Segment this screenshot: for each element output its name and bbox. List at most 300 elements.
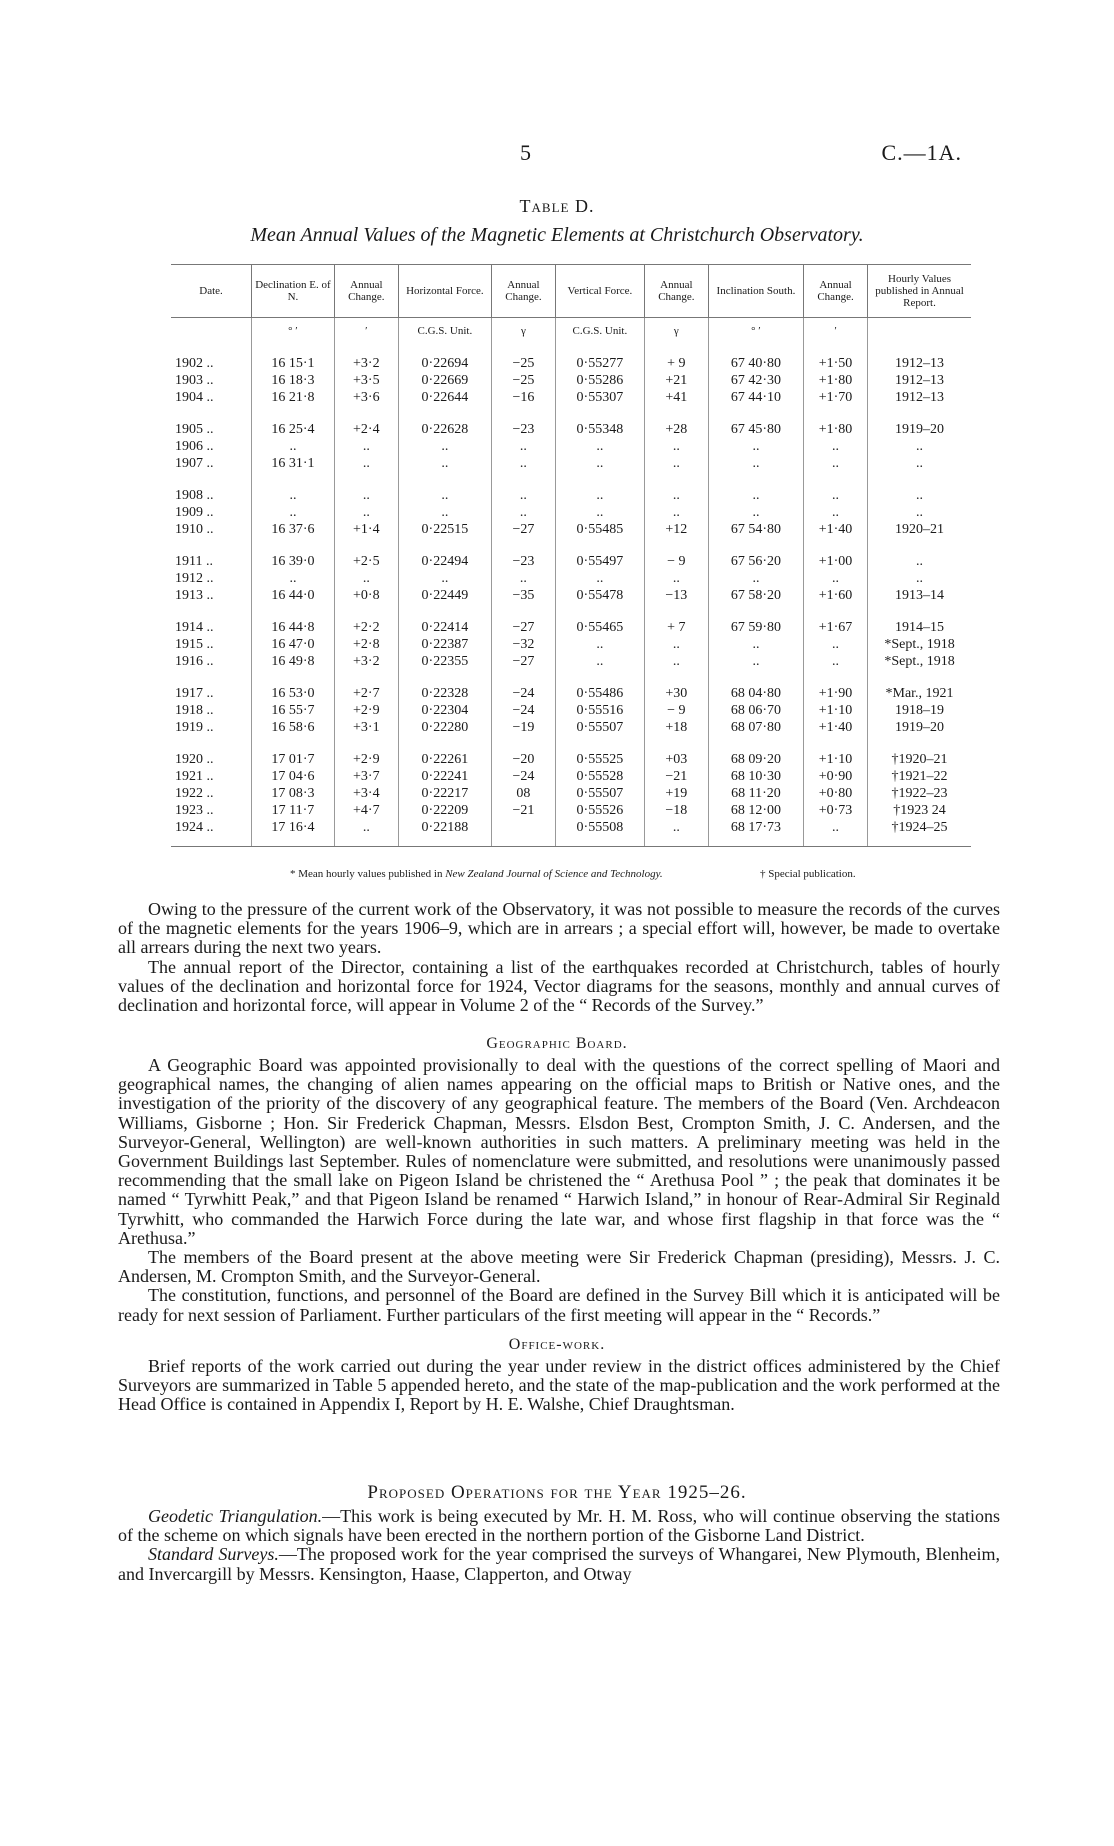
year-cell: 1917 ..: [171, 685, 252, 702]
table-cell: 0·55508: [555, 819, 644, 836]
spacer-cell: [708, 406, 803, 421]
table-cell: −27: [491, 521, 555, 538]
spacer-cell: [868, 670, 971, 685]
spacer-cell: [644, 836, 708, 847]
table-cell: ..: [491, 570, 555, 587]
table-cell: 0·22628: [398, 421, 491, 438]
table-cell: ..: [334, 438, 398, 455]
column-header: Annual Change.: [803, 265, 867, 318]
table-cell: 67 54·80: [708, 521, 803, 538]
table-cell: ..: [916, 439, 924, 454]
spacer-cell: [868, 472, 971, 487]
spacer-cell: [803, 472, 867, 487]
table-cell: + 7: [644, 619, 708, 636]
table-cell: +2·9: [334, 702, 398, 719]
table-row: [171, 653, 971, 670]
table-cell: 0·55497: [555, 553, 644, 570]
table-cell: 0·22217: [398, 785, 491, 802]
table-cell: ..: [644, 819, 708, 836]
table-cell: 17 01·7: [252, 751, 335, 768]
column-header: Annual Change.: [491, 265, 555, 318]
spacer-cell: [708, 472, 803, 487]
geographic-board-section: [118, 1056, 1000, 1325]
table-cell: −23: [491, 553, 555, 570]
table-cell: −20: [491, 751, 555, 768]
table-cell: 0·55465: [555, 619, 644, 636]
table-cell: 16 37·6: [252, 521, 335, 538]
spacer-cell: [555, 604, 644, 619]
table-cell: +0·8: [334, 587, 398, 604]
table-header-row: [171, 265, 971, 318]
spacer-cell: [334, 472, 398, 487]
column-header: Annual Change.: [334, 265, 398, 318]
table-cell: ..: [334, 504, 398, 521]
table-cell: 16 44·8: [252, 619, 335, 636]
table-cell: †1923 24: [893, 803, 946, 818]
table-cell: 1912–13: [895, 390, 945, 405]
table-cell: 17 08·3: [252, 785, 335, 802]
table-cell: 16 31·1: [252, 455, 335, 472]
spacer-cell: [171, 670, 252, 685]
table-cell: 16 25·4: [252, 421, 335, 438]
table-cell: ..: [491, 438, 555, 455]
table-cell: 0·55485: [555, 521, 644, 538]
spacer-cell: [803, 736, 867, 751]
geodetic-paragraph: [118, 1507, 1000, 1545]
table-cell: −23: [491, 421, 555, 438]
table-cell: 16 47·0: [252, 636, 335, 653]
spacer-cell: [171, 472, 252, 487]
table-cell: 0·55507: [555, 785, 644, 802]
table-cell: 0·22328: [398, 685, 491, 702]
spacer-cell: [491, 604, 555, 619]
table-row: [171, 421, 971, 438]
spacer-cell: [334, 670, 398, 685]
spacer-cell: [868, 604, 971, 619]
table-row: [171, 372, 971, 389]
table-cell: +1·40: [803, 719, 867, 736]
table-cell: ..: [803, 636, 867, 653]
unit-cell: γ: [644, 318, 708, 341]
table-cell: +1·67: [803, 619, 867, 636]
table-cell: ..: [491, 487, 555, 504]
year-cell: 1912 ..: [171, 570, 252, 587]
table-cell: +2·8: [334, 636, 398, 653]
table-cell: 16 15·1: [252, 355, 335, 372]
spacer-cell: [171, 836, 252, 847]
geographic-board-paragraph: The members of the Board present at the above meeting were Sir Frederick Chapman (presiding), Messrs. J. C. Andersen, M. Crompton Smith, and the Surveyor-General.: [118, 1247, 1000, 1287]
footnote-special-publication: † Special publication.: [760, 868, 856, 880]
spacer-cell: [252, 538, 335, 553]
spacer-cell: [334, 604, 398, 619]
spacer-cell: [708, 538, 803, 553]
standard-text: —The proposed work for the year comprised the surveys of Whangarei, New Plymouth, Blenheim, and Invercargill by Messrs. Kensington, Haase, Clapperton, and Otway: [118, 1544, 1000, 1584]
table-row: [171, 487, 971, 504]
table-cell: ..: [398, 570, 491, 587]
table-cell: +4·7: [334, 802, 398, 819]
year-cell: 1907 ..: [171, 455, 252, 472]
spacer-cell: [171, 604, 252, 619]
table-row: [171, 619, 971, 636]
year-cell: 1913 ..: [171, 587, 252, 604]
table-cell: 16 39·0: [252, 553, 335, 570]
table-cell: ..: [916, 554, 924, 569]
table-row: [171, 570, 971, 587]
spacer-cell: [171, 406, 252, 421]
geodetic-title: Geodetic Triangulation.: [148, 1506, 323, 1526]
table-cell: −13: [644, 587, 708, 604]
table-cell: +2·9: [334, 751, 398, 768]
table-cell: ..: [644, 455, 708, 472]
table-cell: +1·80: [803, 421, 867, 438]
table-cell: 67 40·80: [708, 355, 803, 372]
table-row: [171, 521, 971, 538]
page-reference: C.—1A.: [881, 140, 962, 165]
table-cell: +03: [644, 751, 708, 768]
group-spacer: [171, 538, 971, 553]
office-work-section: [118, 1357, 1000, 1415]
table-cell: +1·60: [803, 587, 867, 604]
table-body: [171, 318, 971, 847]
table-cell: +1·40: [803, 521, 867, 538]
table-cell: 1918–19: [895, 703, 945, 718]
year-cell: 1909 ..: [171, 504, 252, 521]
geographic-board-heading: Geographic Board.: [486, 1035, 628, 1052]
table-cell: 0·22261: [398, 751, 491, 768]
table-cell: 16 55·7: [252, 702, 335, 719]
spacer-cell: [171, 538, 252, 553]
table-cell: 68 07·80: [708, 719, 803, 736]
year-cell: 1910 ..: [171, 521, 252, 538]
table-caption: Mean Annual Values of the Magnetic Elements at Christchurch Observatory.: [250, 224, 864, 246]
table-cell: −18: [644, 802, 708, 819]
spacer-cell: [644, 340, 708, 355]
intro-paragraph: Owing to the pressure of the current work of the Observatory, it was not possible to measure the records of the curves of the magnetic elements for the years 1906–9, which are in arrears ; a special effort will, however, be made to overtake all arrears during the next two years.: [118, 899, 1000, 958]
table-cell: 08: [491, 785, 555, 802]
spacer-cell: [555, 836, 644, 847]
year-cell: 1903 ..: [171, 372, 252, 389]
spacer-cell: [491, 406, 555, 421]
table-cell: ..: [252, 504, 335, 521]
year-cell: 1915 ..: [171, 636, 252, 653]
table-cell: 67 58·20: [708, 587, 803, 604]
spacer-cell: [334, 538, 398, 553]
table-cell: 0·22449: [398, 587, 491, 604]
table-cell: ..: [555, 455, 644, 472]
table-cell: 17 04·6: [252, 768, 335, 785]
table-cell: 68 06·70: [708, 702, 803, 719]
spacer-cell: [491, 472, 555, 487]
spacer-cell: [491, 538, 555, 553]
table-cell: +0·80: [803, 785, 867, 802]
table-row: [171, 587, 971, 604]
table-cell: 0·55525: [555, 751, 644, 768]
spacer-cell: [803, 836, 867, 847]
spacer-cell: [398, 604, 491, 619]
table-cell: −25: [491, 372, 555, 389]
table-cell: ..: [555, 570, 644, 587]
spacer-cell: [555, 538, 644, 553]
proposed-operations-section: [118, 1507, 1000, 1584]
table-cell: 17 11·7: [252, 802, 335, 819]
table-cell: +2·7: [334, 685, 398, 702]
table-cell: 67 45·80: [708, 421, 803, 438]
page-header: [0, 140, 1114, 170]
year-cell: 1920 ..: [171, 751, 252, 768]
geographic-board-paragraph: A Geographic Board was appointed provisionally to deal with the questions of the correct spelling of Maori and geographical names, the changing of alien names appearing on the official maps to British or Native ones, and the investigation of the priority of the discovery of any geographical feature. The members of the Board (Ven. Archdeacon Williams, Gisborne ; Hon. Sir Frederick Chapman, Messrs. Elsdon Best, Crompton Smith, J. C. Andersen, and the Surveyor-General, Wellington) are well-known authorities in such matters. A preliminary meeting was held in the Government Buildings last September. Rules of nomenclature were submitted, and resolutions were unanimously passed recommending that the small lake on Pigeon Island be christened the “ Arethusa Pool ” ; the peak that dominates it be named “ Tyrwhitt Peak,” and that Pigeon Island be renamed “ Harwich Island,” in honour of Rear-Admiral Sir Reginald Tyrwhitt, who commanded the Harwich Force during the late war, and whose first flagship in that force was the “ Arethusa.”: [118, 1055, 1000, 1248]
spacer-cell: [398, 836, 491, 847]
table-cell: +3·2: [334, 355, 398, 372]
table-cell: +3·5: [334, 372, 398, 389]
year-cell: 1921 ..: [171, 768, 252, 785]
spacer-cell: [252, 340, 335, 355]
table-row: [171, 438, 971, 455]
table-cell: ..: [803, 438, 867, 455]
spacer-cell: [708, 604, 803, 619]
group-spacer: [171, 604, 971, 619]
table-row: [171, 751, 971, 768]
spacer-cell: [644, 604, 708, 619]
spacer-cell: [398, 472, 491, 487]
proposed-operations-heading: Proposed Operations for the Year 1925–26.: [367, 1482, 747, 1503]
group-spacer: [171, 340, 971, 355]
spacer-cell: [491, 340, 555, 355]
table-cell: 67 59·80: [708, 619, 803, 636]
unit-cell: ′: [803, 318, 867, 341]
unit-cell: [171, 318, 252, 341]
table-row: [171, 389, 971, 406]
spacer-cell: [803, 406, 867, 421]
table-cell: +3·6: [334, 389, 398, 406]
table-cell: ..: [708, 570, 803, 587]
year-cell: 1924 ..: [171, 819, 252, 836]
table-cell: 0·22494: [398, 553, 491, 570]
spacer-cell: [252, 472, 335, 487]
table-cell: 68 10·30: [708, 768, 803, 785]
table-cell: 0·55286: [555, 372, 644, 389]
table-cell: 0·55486: [555, 685, 644, 702]
office-work-heading: Office-work.: [508, 1336, 606, 1353]
table-row: [171, 802, 971, 819]
column-header: Horizontal Force.: [398, 265, 491, 318]
footnote-mean-hourly: [290, 868, 663, 880]
spacer-cell: [644, 736, 708, 751]
table-cell: ..: [916, 505, 924, 520]
group-spacer: [171, 670, 971, 685]
table-cell: ..: [708, 653, 803, 670]
table-cell: 1914–15: [895, 620, 945, 635]
table-cell: 16 18·3: [252, 372, 335, 389]
spacer-cell: [708, 670, 803, 685]
spacer-cell: [252, 836, 335, 847]
spacer-cell: [398, 736, 491, 751]
table-cell: ..: [398, 438, 491, 455]
table-cell: ..: [491, 504, 555, 521]
table-cell: 67 42·30: [708, 372, 803, 389]
table-cell: ..: [398, 504, 491, 521]
table-cell: +1·10: [803, 751, 867, 768]
table-cell: +30: [644, 685, 708, 702]
table-cell: −16: [491, 389, 555, 406]
table-cell: ..: [491, 455, 555, 472]
year-cell: 1904 ..: [171, 389, 252, 406]
column-header: Annual Change.: [644, 265, 708, 318]
table-cell: ..: [644, 438, 708, 455]
table-cell: *Mar., 1921: [885, 686, 954, 701]
spacer-cell: [803, 340, 867, 355]
column-header: Inclination South.: [708, 265, 803, 318]
spacer-cell: [334, 406, 398, 421]
spacer-cell: [868, 538, 971, 553]
table-cell: 67 56·20: [708, 553, 803, 570]
table-cell: ..: [555, 504, 644, 521]
spacer-cell: [334, 340, 398, 355]
table-cell: 68 12·00: [708, 802, 803, 819]
table-cell: −27: [491, 653, 555, 670]
table-cell: 0·55516: [555, 702, 644, 719]
spacer-cell: [252, 736, 335, 751]
table-cell: ..: [916, 488, 924, 503]
spacer-cell: [491, 670, 555, 685]
table-cell: 0·22241: [398, 768, 491, 785]
table-cell: 0·22304: [398, 702, 491, 719]
table-cell: +1·00: [803, 553, 867, 570]
spacer-cell: [252, 604, 335, 619]
spacer-cell: [708, 836, 803, 847]
table-cell: †1924–25: [891, 820, 948, 835]
table-cell: 16 53·0: [252, 685, 335, 702]
column-header: Vertical Force.: [555, 265, 644, 318]
year-cell: 1916 ..: [171, 653, 252, 670]
spacer-cell: [491, 736, 555, 751]
table-cell: +1·90: [803, 685, 867, 702]
table-cell: +2·4: [334, 421, 398, 438]
table-cell: ..: [803, 653, 867, 670]
table-cell: ..: [708, 636, 803, 653]
table-cell: ..: [398, 487, 491, 504]
spacer-cell: [644, 538, 708, 553]
year-cell: 1902 ..: [171, 355, 252, 372]
table-cell: ..: [708, 455, 803, 472]
spacer-cell: [803, 670, 867, 685]
table-cell: −24: [491, 702, 555, 719]
table-cell: ..: [916, 571, 924, 586]
table-cell: ..: [644, 653, 708, 670]
table-cell: 0·22669: [398, 372, 491, 389]
spacer-cell: [644, 472, 708, 487]
year-cell: 1905 ..: [171, 421, 252, 438]
table-cell: 0·22188: [398, 819, 491, 836]
table-cell: −32: [491, 636, 555, 653]
spacer-cell: [803, 604, 867, 619]
table-cell: ..: [708, 438, 803, 455]
spacer-cell: [644, 670, 708, 685]
table-cell: 68 11·20: [708, 785, 803, 802]
footnote-journal-name: New Zealand Journal of Science and Technology.: [445, 868, 663, 880]
table-row: [171, 553, 971, 570]
table-cell: +18: [644, 719, 708, 736]
geodetic-text: —This work is being executed by Mr. H. M. Ross, who will continue observing the stations of the scheme on which signals have been erected in the northern portion of the Gisborne Land District.: [118, 1506, 1000, 1546]
table-row: [171, 504, 971, 521]
table-cell: +1·80: [803, 372, 867, 389]
table-cell: −19: [491, 719, 555, 736]
table-cell: †1922–23: [891, 786, 948, 801]
unit-cell: C.G.S. Unit.: [555, 318, 644, 341]
intro-paragraph: The annual report of the Director, containing a list of the earthquakes recorded at Christchurch, tables of hourly values of the declination and horizontal force for 1924, Vector diagrams for the seasons, monthly and annual curves of declination and horizontal force, will appear in Volume 2 of the “ Records of the Survey.”: [118, 956, 1000, 1016]
table-cell: 0·55307: [555, 389, 644, 406]
table-cell: ..: [644, 636, 708, 653]
table-label: Table D.: [519, 196, 595, 216]
table-cell: 1919–20: [895, 422, 945, 437]
table-cell: +0·90: [803, 768, 867, 785]
geographic-board-paragraph: The constitution, functions, and personnel of the Board are defined in the Survey Bill which it is anticipated will be ready for next session of Parliament. Further particulars of the first meeting will appear in the “ Records.”: [118, 1285, 1000, 1325]
table-cell: − 9: [644, 553, 708, 570]
table-cell: −25: [491, 355, 555, 372]
table-cell: +3·1: [334, 719, 398, 736]
table-cell: 16 44·0: [252, 587, 335, 604]
table-cell: 1920–21: [895, 522, 945, 537]
table-cell: [491, 819, 555, 836]
table-cell: 1913–14: [895, 588, 945, 603]
table-cell: +41: [644, 389, 708, 406]
table-cell: 0·22209: [398, 802, 491, 819]
table-cell: +1·4: [334, 521, 398, 538]
spacer-cell: [398, 340, 491, 355]
table-cell: ..: [644, 504, 708, 521]
table-cell: ..: [252, 438, 335, 455]
column-header: Declination E. of N.: [252, 265, 335, 318]
table-cell: +1·10: [803, 702, 867, 719]
year-cell: 1923 ..: [171, 802, 252, 819]
spacer-cell: [171, 340, 252, 355]
spacer-cell: [868, 406, 971, 421]
table-cell: ..: [334, 455, 398, 472]
table-cell: − 9: [644, 702, 708, 719]
table-cell: ..: [644, 570, 708, 587]
table-row: [171, 455, 971, 472]
unit-cell: ° ′: [708, 318, 803, 341]
table-cell: ..: [803, 819, 867, 836]
year-cell: 1922 ..: [171, 785, 252, 802]
table-cell: 0·55478: [555, 587, 644, 604]
spacer-cell: [398, 406, 491, 421]
table-cell: +3·7: [334, 768, 398, 785]
table-cell: *Sept., 1918: [884, 637, 955, 652]
table-end: [171, 836, 971, 847]
table-cell: 68 04·80: [708, 685, 803, 702]
table-cell: ..: [252, 570, 335, 587]
column-header: Hourly Values published in Annual Report.: [868, 265, 971, 318]
table-cell: †1921–22: [891, 769, 948, 784]
table-row: [171, 685, 971, 702]
table-cell: 17 16·4: [252, 819, 335, 836]
table-row: [171, 768, 971, 785]
spacer-cell: [252, 670, 335, 685]
table-cell: +1·70: [803, 389, 867, 406]
spacer-cell: [398, 538, 491, 553]
table-row: [171, 355, 971, 372]
table-cell: 16 49·8: [252, 653, 335, 670]
table-cell: 68 09·20: [708, 751, 803, 768]
table-cell: 0·55348: [555, 421, 644, 438]
table-cell: +12: [644, 521, 708, 538]
table-cell: −24: [491, 685, 555, 702]
spacer-cell: [555, 736, 644, 751]
table-cell: +3·2: [334, 653, 398, 670]
page-number: 5: [520, 140, 531, 165]
spacer-cell: [868, 736, 971, 751]
table-cell: 0·22414: [398, 619, 491, 636]
